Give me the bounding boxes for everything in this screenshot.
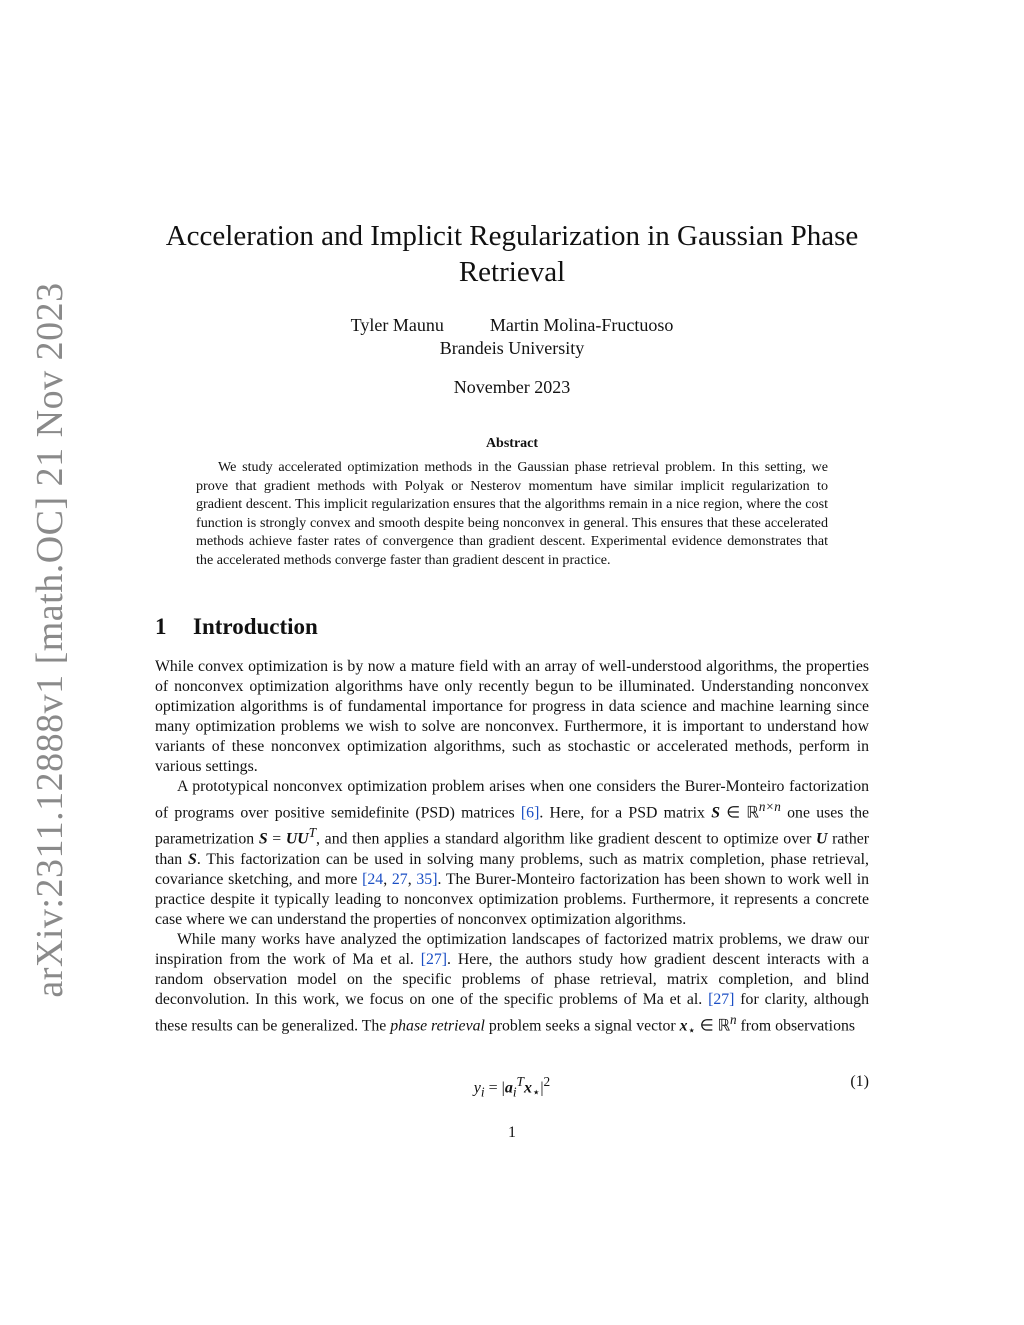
citation-link[interactable]: 35] [416, 870, 438, 888]
publication-date: November 2023 [453, 377, 571, 397]
equation-body: $y_i = |a_i^Tx_⋆|^2$ [473, 1074, 551, 1100]
math-symbol: x [679, 1016, 688, 1034]
author-name: Martin Molina-Fructuoso [489, 315, 674, 335]
paper-title: Acceleration and Implicit Regularization in Gaussian Phase Retrieval [165, 220, 859, 288]
paragraph: While many works have analyzed the optimization landscapes of factorized matrix problems, we draw our inspiration from the work of Ma et al. [27]. Here, the authors study how gradient descent interacts with a random observation model on the specific problems of phase retrieval, matrix completion, and blind deconvolution. In this work, we focus on one of the specific problems of Ma et al. [27] for clarity, although these results can be generalized. The phase retrieval problem seeks a signal vector $x_⋆$ ∈ ℝ$^n$ from observations [155, 930, 869, 1037]
section-number: 1 [155, 614, 167, 639]
emphasized-term: phase retrieval [390, 1016, 485, 1034]
math-symbol: UU [285, 830, 309, 848]
section-title: Introduction [193, 614, 318, 639]
abstract-text: We study accelerated optimization methods in the Gaussian phase retrieval problem. In this setting, we prove that gradient methods with Polyak or Nesterov momentum have similar implicit regularization to gradient descent. This implicit regularization ensures that the algorithms remain in a nice region, where the cost function is strongly convex and smooth despite being nonconvex in general. This ensures that these accelerated methods achieve faster rates of convergence than gradient descent. Experimental evidence demonstrates that the accelerated methods converge faster than gradient descent in practice. [196, 459, 828, 568]
citation-link[interactable]: [27] [708, 990, 735, 1008]
section-heading [155, 614, 318, 640]
paragraph: A prototypical nonconvex optimization problem arises when one considers the Burer-Monteiro factorization of programs over positive semidefinite (PSD) matrices [6]. Here, for a PSD matrix S ∈ ℝ$^{n\times n}$ one uses the parametrization $S = UU^T$, and then applies a standard algorithm like gradient descent to optimize over U rather than S. This factorization can be used in solving many problems, such as matrix completion, phase retrieval, covariance sketching, and more [24, 27, 35]. The Burer-Monteiro factorization has been shown to work well in practice despite it typically leading to nonconvex optimization problems. Furthermore, it represents a concrete case where we can understand the properties of nonconvex optimization algorithms. [155, 778, 870, 928]
arxiv-identifier-stamp[interactable]: arXiv:2311.12888v1 [math.OC] 21 Nov 2023 [29, 282, 71, 998]
math-symbol: S [711, 804, 720, 822]
citation-link[interactable]: 27 [391, 870, 408, 888]
math-symbol: U [816, 830, 828, 848]
citation-link[interactable]: [24 [362, 870, 384, 888]
equation-number: (1) [850, 1073, 869, 1090]
author-list [155, 314, 869, 336]
math-symbol: S [258, 830, 268, 848]
page-number: 1 [508, 1124, 516, 1141]
introduction-body [155, 657, 869, 1040]
author-name: Tyler Maunu [350, 315, 444, 335]
citation-link[interactable]: [6] [520, 804, 540, 822]
math-symbol: S [188, 850, 197, 868]
abstract-heading: Abstract [485, 436, 539, 451]
affiliation: Brandeis University [439, 338, 585, 358]
citation-link[interactable]: [27] [420, 950, 448, 968]
paragraph: While convex optimization is by now a mature field with an array of well-understood algorithms, the properties of nonconvex optimization algorithms have only recently begun to be illuminated. Understanding nonconvex optimization algorithms is of fundamental importance for progress in data science and machine learning since many optimization problems we wish to solve are nonconvex. Furthermore, it is important to understand how variants of these nonconvex optimization algorithms, such as stochastic or accelerated methods, perform in various settings. [155, 658, 869, 775]
